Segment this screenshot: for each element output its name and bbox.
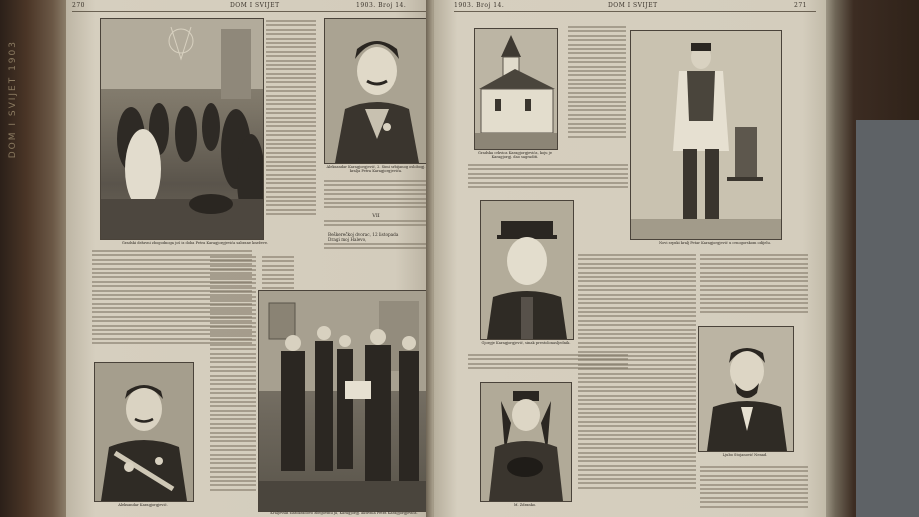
portrait-aleksandar xyxy=(324,18,430,164)
article-column-2 xyxy=(324,180,428,212)
portrait-aleksandar-illustration xyxy=(325,19,429,163)
portrait-aleksandar-caption: Aleksandar Karagjorgjević, 2. Šimi srbijanog oslobogj. kralja Petra Karagjorgjevića. xyxy=(326,165,426,174)
church-photo xyxy=(474,28,558,150)
article-column-3 xyxy=(324,220,428,232)
article-column-r1 xyxy=(568,26,626,148)
article-column-r6 xyxy=(700,466,808,512)
ceremony-illustration xyxy=(259,291,431,511)
ceremony-photo-caption: Kraljevski zlatokradovo zbegovinu ja, Karagjorgj. aktivnia Petra Karagjorgjevića. xyxy=(270,511,418,515)
section-numeral: VII xyxy=(372,213,380,219)
article-column-4 xyxy=(324,243,428,255)
portrait-gjorgje-illustration xyxy=(481,201,573,339)
header-rule xyxy=(72,11,426,12)
article-column-6 xyxy=(210,256,256,514)
article-column-r2 xyxy=(468,164,628,194)
portrait-zdranko-caption: M. Ždranko. xyxy=(513,503,537,507)
church-photo-caption: Gradska crkvica Karagjorgjevića, koju je Karagjorgj. dao sagraditi. xyxy=(477,151,553,160)
right-page-number: 271 xyxy=(794,2,807,9)
right-page xyxy=(434,0,826,517)
portrait-zdranko xyxy=(480,382,572,502)
left-page xyxy=(66,0,432,517)
portrait-nenad-caption: Ljubo Stojanović Nenad. xyxy=(722,453,768,457)
petar-standing-caption: Novi srpski kralj Petar Karagjorgjević u crnogorskom odijelu. xyxy=(659,241,771,245)
reception-photo-caption: Gradski državni zbogodnoga još iz doba Petra Karagjorgjevića sabrane kneževe. xyxy=(121,241,269,245)
letter-dateline: Beškerečkoj dvorac, 12 listopada xyxy=(328,232,399,237)
ceremony-photo xyxy=(258,290,432,512)
reception-illustration xyxy=(101,19,263,239)
right-page-header-title: DOM I SVIJET xyxy=(608,2,658,9)
left-page-header-issue: 1903. Broj 14. xyxy=(356,2,407,9)
portrait-gjorgje-caption: Gjorgje Karagjorgjević, sinak prestolonasljednik. xyxy=(481,341,571,345)
letter-salutation: Dragi moj Halevo, xyxy=(328,237,367,242)
portrait-zdranko-illustration xyxy=(481,383,571,501)
portrait-uniform-caption: Aleksandar Karagjorgjević. xyxy=(118,503,168,507)
left-page-header-title: DOM I SVIJET xyxy=(230,2,280,9)
book-cover-left xyxy=(0,0,66,517)
portrait-gjorgje xyxy=(480,200,574,340)
petar-standing-photo xyxy=(630,30,782,240)
spine-label: DOM I SVIJET 1903 xyxy=(8,40,18,159)
header-rule-right xyxy=(454,11,816,12)
portrait-uniform-illustration xyxy=(95,363,193,501)
background-object xyxy=(856,120,919,517)
left-page-number: 270 xyxy=(72,2,85,9)
portrait-nenad xyxy=(698,326,794,452)
article-column-r4 xyxy=(578,254,696,512)
reception-photo xyxy=(100,18,264,240)
petar-standing-illustration xyxy=(631,31,781,239)
right-page-header-issue: 1903. Broj 14. xyxy=(454,2,505,9)
article-column-1 xyxy=(266,20,316,240)
portrait-nenad-illustration xyxy=(699,327,793,451)
church-illustration xyxy=(475,29,557,149)
article-column-r5 xyxy=(700,254,808,320)
portrait-aleksandar-uniform xyxy=(94,362,194,502)
